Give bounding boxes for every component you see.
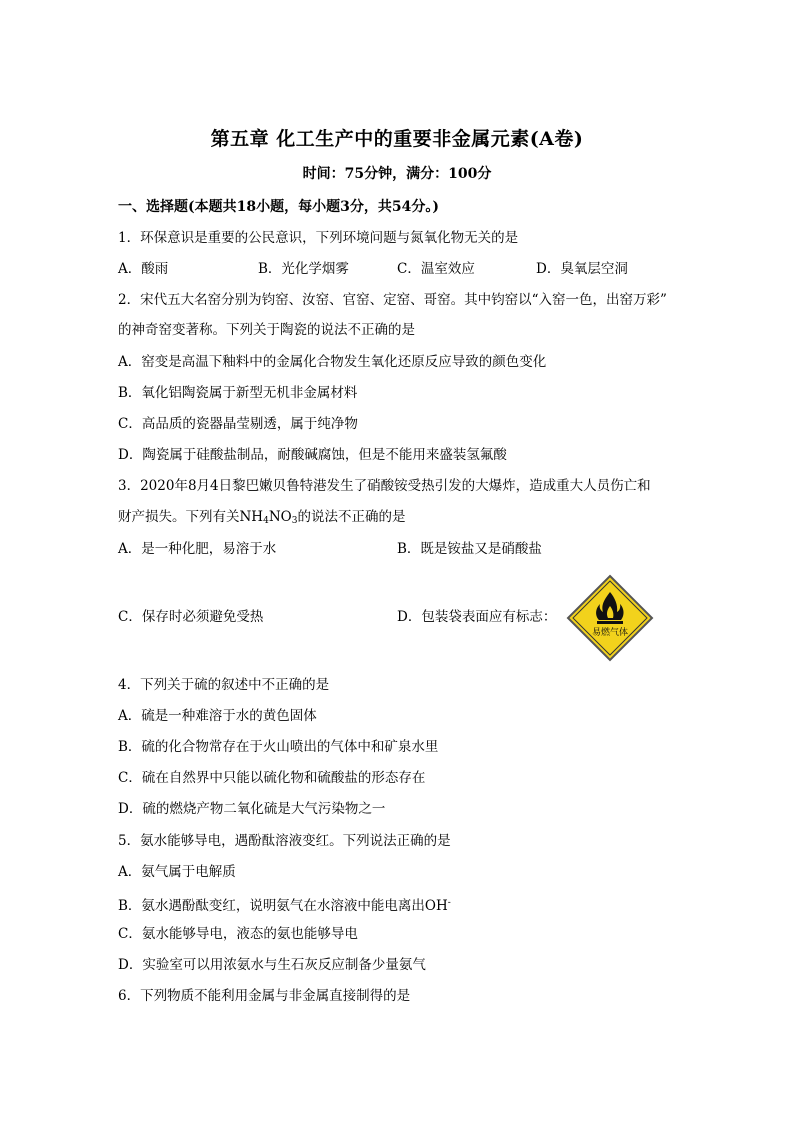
question-5-option-a: A．氨气属于电解质 xyxy=(118,864,236,880)
question-1-option-b: B．光化学烟雾 xyxy=(258,261,349,277)
question-3-option-a: A．是一种化肥，易溶于水 xyxy=(118,541,277,557)
question-4-stem: 4．下列关于硫的叙述中不正确的是 xyxy=(118,677,330,693)
stem-text: NO xyxy=(268,509,292,525)
exam-info: 时间：75分钟，满分：100分 xyxy=(302,166,492,182)
question-2-option-c: C．高品质的瓷器晶莹剔透，属于纯净物 xyxy=(118,416,358,432)
hazard-sign-label: 易燃气体 xyxy=(591,628,629,638)
question-4-option-a: A．硫是一种难溶于水的黄色固体 xyxy=(118,708,317,724)
question-4-option-c: C．硫在自然界中只能以硫化物和硫酸盐的形态存在 xyxy=(118,770,426,786)
question-5-option-d: D．实验室可以用浓氨水与生石灰反应制备少量氨气 xyxy=(118,957,426,973)
section-heading: 一、选择题(本题共18小题，每小题3分，共54分。) xyxy=(118,199,439,215)
subscript: 3 xyxy=(291,516,298,526)
question-6-stem: 6．下列物质不能利用金属与非金属直接制得的是 xyxy=(118,988,411,1004)
question-4-option-b: B．硫的化合物常存在于火山喷出的气体中和矿泉水里 xyxy=(118,739,439,755)
question-1-option-d: D．臭氧层空洞 xyxy=(536,261,628,277)
question-3-option-b: B．既是铵盐又是硝酸盐 xyxy=(397,541,542,557)
question-1-option-c: C．温室效应 xyxy=(397,261,475,277)
question-2-option-d: D．陶瓷属于硅酸盐制品，耐酸碱腐蚀，但是不能用来盛装氢氟酸 xyxy=(118,447,507,463)
question-3-option-d: D．包装袋表面应有标志： xyxy=(397,609,557,625)
question-5-option-b xyxy=(118,893,451,916)
question-3-option-c: C．保存时必须避免受热 xyxy=(118,609,264,625)
question-2-stem-line-2: 的神奇窑变著称。下列关于陶瓷的说法不正确的是 xyxy=(118,322,415,338)
question-3-stem-line-2 xyxy=(118,507,405,531)
question-2-option-a: A．窑变是高温下釉料中的金属化合物发生氧化还原反应导致的颜色变化 xyxy=(118,354,547,370)
question-5-stem: 5．氨水能够导电，遇酚酞溶液变红。下列说法正确的是 xyxy=(118,833,451,849)
question-1-stem: 1．环保意识是重要的公民意识，下列环境问题与氮氧化物无关的是 xyxy=(118,230,519,246)
question-3-stem-line-1: 3．2020年8月4日黎巴嫩贝鲁特港发生了硝酸铵受热引发的大爆炸，造成重大人员伤亡和 xyxy=(118,478,651,494)
question-4-option-d: D．硫的燃烧产物二氧化硫是大气污染物之一 xyxy=(118,801,386,817)
page-title: 第五章 化工生产中的重要非金属元素(A卷) xyxy=(210,128,584,150)
subscript: 4 xyxy=(263,516,269,526)
option-text: B．氨水遇酚酞变红，说明氨气在水溶液中能电离出OH xyxy=(118,898,448,914)
superscript: - xyxy=(447,898,451,908)
stem-text: 的说法不正确的是 xyxy=(297,509,406,525)
question-5-option-c: C．氨水能够导电，液态的氨也能够导电 xyxy=(118,926,358,942)
question-2-stem-line-1: 2．宋代五大名窑分别为钧窑、汝窑、官窑、定窑、哥窑。其中钧窑以“入窑一色，出窑万彩” xyxy=(118,292,667,308)
question-2-option-b: B．氧化铝陶瓷属于新型无机非金属材料 xyxy=(118,385,358,401)
question-1-option-a: A．酸雨 xyxy=(118,261,169,277)
stem-text: 财产损失。下列有关NH xyxy=(118,509,264,525)
flammable-gas-hazard-sign xyxy=(566,574,654,662)
